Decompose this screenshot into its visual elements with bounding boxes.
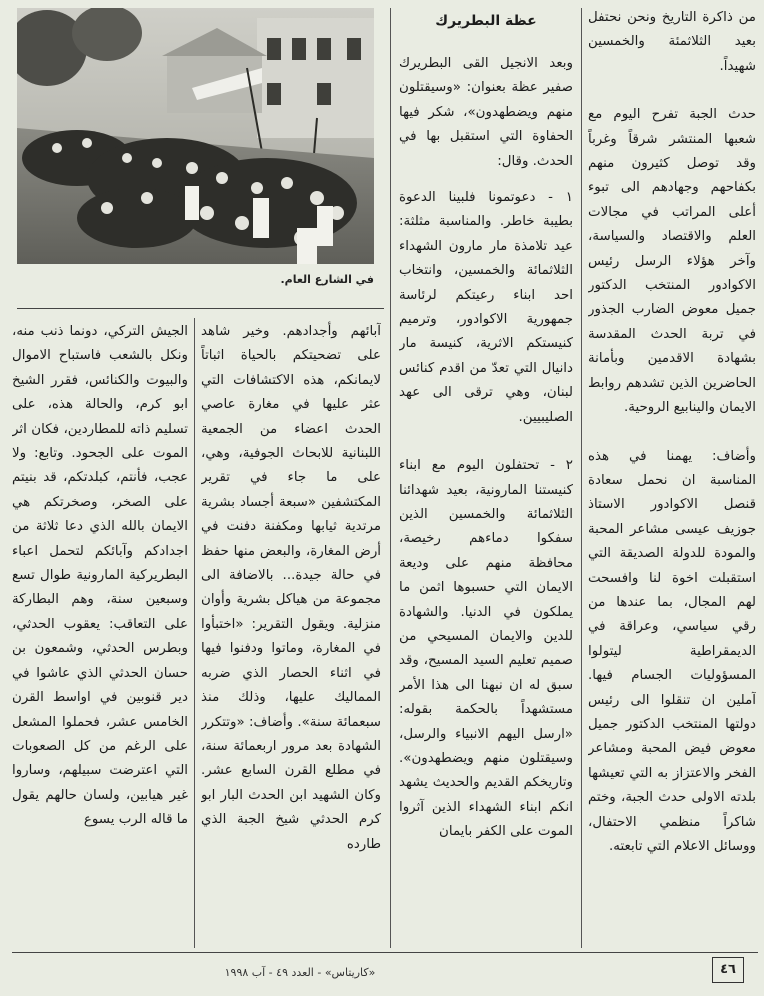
- paragraph: ٢ - تحتفلون اليوم مع ابناء كنيستنا المارونية، بعيد شهدائنا الثلاثمائة والخمسين الذين سفكوا دماءهم رخيصة، محافظة منهم على وديعة الايمان التي حسبوها اثمن ما يملكون في الدنيا. والشهادة للدين والايمان المسيحي من صميم تعليم السيد المسيح، وقد سبق له ان نبهنا الى هذا الأمر مستشهداً بالحكمة بقوله: «ارسل اليهم الانبياء والرسل، وسيقتلون منهم ويضطهدون». وتاريخكم القديم والحديث يشهد انكم ابناء الشهداء الذين آثروا الموت على الكفر بايمان: [399, 458, 573, 840]
- paragraph: ١ - دعوتمونا فلبينا الدعوة بطيبة خاطر. والمناسبة مثلثة: عيد تلامذة مار مارون الشهداء الثلاثمائة والخمسين، وانتخاب احد ابناء رعيتكم لرئاسة جمهورية الاكوادور، وترميم كنيستكم الاثرية، كنيسة مار دانيال التي تعدّ من اقدم كنائس لبنان، وهي ترقى الى عهد الصليبيين.: [399, 190, 573, 425]
- paragraph: حدث الجبة تفرح اليوم مع شعبها المنتشر شرقاً وغرباً وقد توصل كثيرون منهم بكفاحهم وجهادهم الى تبوء أعلى المراتب في مجالات العلم والاقتصاد والسياسة، وآخر هؤلاء الرسل رئيس الاكوادور المنتخب الدكتور جميل معوض الضارب الجذور في تربة الحدث المقدسة بشهادة الاقدمين وبأمانة الحاضرين الذين تشدهم روابط الايمان والينابيع الروحية.: [588, 107, 756, 416]
- photo-caption: في الشارع العام.: [280, 273, 374, 286]
- column-divider: [194, 318, 195, 948]
- section-heading: عظة البطريرك: [435, 13, 537, 29]
- paragraph: من ذاكرة التاريخ ونحن نحتفل بعيد الثلاثمئة والخمسين شهيداً.: [588, 10, 756, 74]
- article-column-1: [588, 6, 756, 950]
- footer-rule: [12, 952, 758, 953]
- column-divider: [390, 8, 391, 948]
- photo-image: [17, 8, 374, 264]
- paragraph: وبعد الانجيل القى البطريرك صفير عظة بعنوان: «وسيقتلون منهم ويضطهدون»، شكر فيها الحفاوة التي استقبل بها في الحدث. وقال:: [399, 56, 573, 169]
- photo-divider: [17, 308, 384, 309]
- page-number: ٤٦: [712, 957, 744, 983]
- paragraph: وأضاف: يهمنا في هذه المناسبة ان نحمل سعادة قنصل الاكوادور الاستاذ جوزيف عيسى مشاعر المحبة والمودة للدولة الصديقة التي استقبلت اخوة لنا وافسحت لهم المجال، بما عندها من رقي سياسي، وعراقة في الديمقراطية ليتولوا المسؤوليات الجسام فيها. آملين ان تنقلوا الى رئيس دولتها المنتخب الدكتور جميل معوض فيض المحبة ومشاعر الفخر والاعتزاز به التي تعيشها بلدته الاولى حدث الجبة، وختم شاكراً منظمي الاحتفال، ووسائل الاعلام التي تابعته.: [588, 448, 756, 854]
- article-column-4: [12, 320, 188, 950]
- article-column-3: [201, 320, 381, 950]
- column-divider: [581, 8, 582, 948]
- paragraph: آبائهم وأجدادهم. وخير شاهد على تضحيتكم بالحياة اثباتاً لايمانكم، هذه الاكتشافات التي عثر عليها في مغارة عاصي الحدث اعضاء من الجمعية اللبنانية للابحاث الجوفية، وهي، على ما جاء في تقرير المكتشفين «سبعة أجساد بشرية مرتدية ثيابها ومكفنة دفنت في أرض المغارة، والبعض منها حفظ في حالة جيدة... بالاضافة الى مجموعة من هياكل بشرية وأوان منزلية. ويقول التقرير: «اختبأوا في المغارة، وماتوا ودفنوا فيها في اثناء الحصار الذي ضربه المماليك عليها، وذلك منذ سبعمائة سنة». وأضاف: «وتتكرر الشهادة بعد مرور اربعمائة سنة، في مطلع القرن السابع عشر. وكان الشهيد ابن الحدث البار ابو كرم الحدثي شيخ الجبة الذي طارده: [201, 324, 381, 852]
- paragraph: الجيش التركي، دونما ذنب منه، ونكل بالشعب فاستباح الاموال والبيوت والكنائس، فقرر الشيخ ابو كرم، والحالة هذه، على تسليم ذاته للمطاردين، فكان اثر الموت على الجحود. وتابع: ولا عجب، فأنتم، كبلدتكم، قد بنيتم على الصخر، وصخرتكم هي الايمان بالله الذي دعا ثلاثة من اجدادكم وآبائكم لتحمل اعباء البطريركية المارونية طوال تسع وسبعين سنة، وهم البطاركة على التعاقب: يعقوب الحدثي، وبطرس الحدثي، وشمعون بن حسان الحدثي الذي عاشوا في دير قنوبين في اواسط القرن الخامس عشر، فحملوا المشعل على الرغم من كل الصعوبات التي اعترضت سبيلهم، وساروا غير هيابين، ولسان حالهم يقول ما قاله الرب يسوع: [12, 324, 188, 828]
- publication-line: «كاريتاس» - العدد ٤٩ - آب ١٩٩٨: [224, 966, 376, 979]
- street-crowd-photo: [17, 8, 374, 264]
- article-column-2: [399, 8, 573, 948]
